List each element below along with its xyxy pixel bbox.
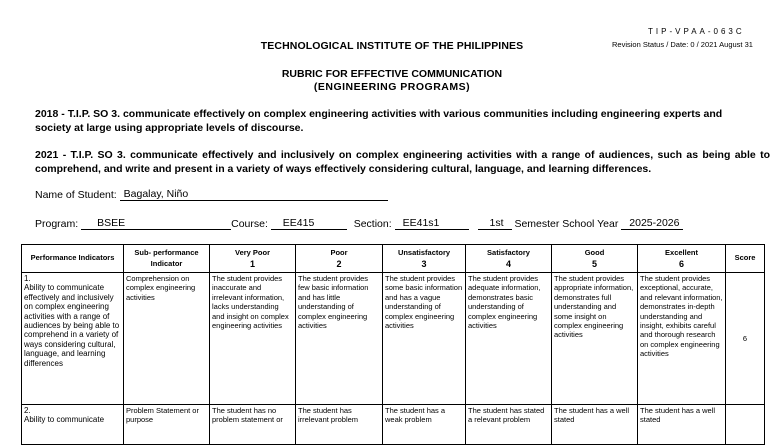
course-label: Course: [231, 218, 268, 230]
excellent-cell: The student provides exceptional, accurate, and relevant information, demonstrates in-depth understanding and insight, exhibits careful and thorough research on complex engineering activities [638, 273, 726, 405]
sub-indicator-cell: Problem Statement or purpose [124, 405, 210, 445]
section-field[interactable]: EE41s1 [395, 217, 469, 230]
course-field[interactable]: EE415 [271, 217, 347, 230]
student-outcome-2018: 2018 - T.I.P. SO 3. communicate effectively on complex engineering activities with various communities including engineering experts and society at large using appropriate levels of discourse. [35, 108, 723, 134]
table-row [22, 273, 765, 405]
header-performance-indicators: Performance Indicators [22, 245, 124, 273]
semester-field[interactable]: 1st [478, 217, 512, 230]
unsatisfactory-cell: The student has a weak problem [383, 405, 466, 445]
very-poor-cell: The student has no problem statement or [210, 405, 296, 445]
performance-indicator-cell: 1.Ability to communicate effectively and inclusively on complex engineering activities with a range of audiences by being able to comprehend in a variety of ways considering cultural, language, and learning differences [22, 273, 124, 405]
score-cell[interactable] [726, 405, 765, 445]
table-row [22, 405, 765, 445]
excellent-cell: The student has a well stated [638, 405, 726, 445]
rubric-subtitle: (ENGINEERING PROGRAMS) [313, 81, 471, 93]
student-name-field[interactable]: Bagalay, Niño [120, 188, 388, 201]
performance-indicator-cell: 2.Ability to communicate [22, 405, 124, 445]
satisfactory-cell: The student has stated a relevant problem [466, 405, 552, 445]
header-score: Score [726, 245, 765, 273]
rubric-title: RUBRIC FOR EFFECTIVE COMMUNICATION [281, 68, 503, 80]
institution-name: TECHNOLOGICAL INSTITUTE OF THE PHILIPPINES [260, 40, 524, 52]
rubric-table [21, 244, 765, 445]
student-name-row [35, 188, 388, 201]
header-poor: Poor 2 [296, 245, 383, 273]
satisfactory-cell: The student provides adequate information, demonstrates basic understanding of complex engineering activities [466, 273, 552, 405]
score-cell[interactable]: 6 [726, 273, 765, 405]
program-field[interactable]: BSEE [81, 217, 231, 230]
good-cell: The student provides appropriate information, demonstrates full understanding and some insight on complex engineering activities [552, 273, 638, 405]
header-good: Good 5 [552, 245, 638, 273]
sub-indicator-cell: Comprehension on complex engineering activities [124, 273, 210, 405]
student-outcome-2021: 2021 - T.I.P. SO 3. communicate effectively and inclusively on complex engineering activities with a range of audiences, such as being able to comprehend, and write and present in a variety of ways effectively considering cultural, language, and learning differences. [35, 149, 770, 175]
header-excellent: Excellent 6 [638, 245, 726, 273]
header-very-poor: Very Poor 1 [210, 245, 296, 273]
program-label: Program: [35, 218, 79, 230]
revision-status: Revision Status / Date: 0 / 2021 August 31 [612, 40, 753, 49]
header-sub-indicator: Sub- performance Indicator [124, 245, 210, 273]
good-cell: The student has a well stated [552, 405, 638, 445]
header-unsatisfactory: Unsatisfactory 3 [383, 245, 466, 273]
school-year-field[interactable]: 2025-2026 [621, 217, 683, 230]
student-name-label: Name of Student: [35, 189, 117, 201]
document-code: TIP-VPAA-063C [648, 27, 745, 36]
unsatisfactory-cell: The student provides some basic information and has a vague understanding of complex engineering activities [383, 273, 466, 405]
header-satisfactory: Satisfactory 4 [466, 245, 552, 273]
poor-cell: The student provides few basic information and has little understanding of complex engineering activities [296, 273, 383, 405]
semester-label: Semester School Year [514, 218, 619, 230]
rubric-header-row [22, 245, 765, 273]
very-poor-cell: The student provides inaccurate and irrelevant information, lacks understanding and insight on complex engineering activities [210, 273, 296, 405]
poor-cell: The student has irrelevant problem [296, 405, 383, 445]
section-label: Section: [353, 218, 392, 230]
program-row [35, 217, 683, 230]
